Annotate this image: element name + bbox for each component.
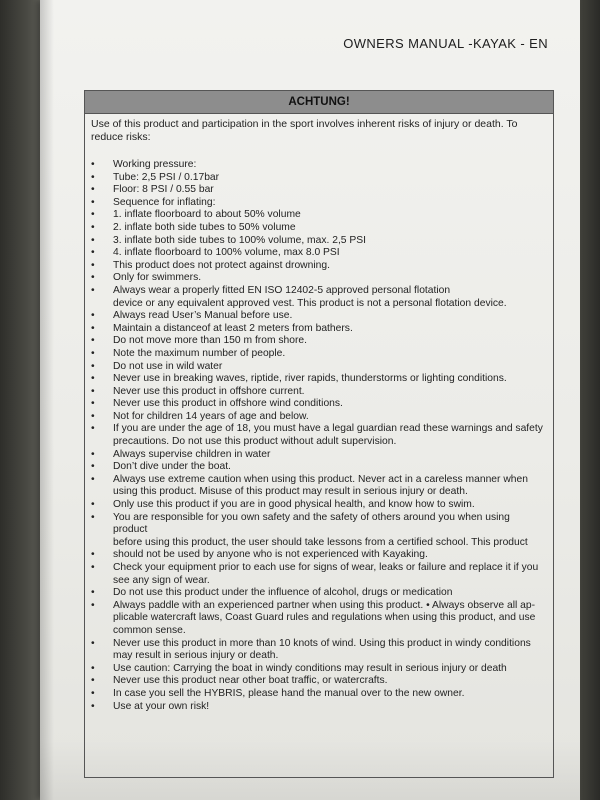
warning-item: • Always read User’s Manual before use.: [91, 310, 545, 323]
warning-item: • 2. inflate both side tubes to 50% volume: [91, 222, 545, 235]
warning-item-continuation: before using this product, the user should take lessons from a certified school. This product: [113, 536, 528, 548]
warning-intro: Use of this product and participation in the sport involves inherent risks of injury or death. To reduce risks:: [91, 118, 518, 143]
warning-item: • You are responsible for you own safety and the safety of others around you when using product: [91, 512, 545, 537]
warning-item: • Never use this product in more than 10 knots of wind. Using this product in windy conditions: [91, 638, 545, 651]
warning-item: • Use at your own risk!: [91, 701, 545, 714]
warning-item: • Always supervise children in water: [91, 449, 545, 462]
warning-item: • Only use this product if you are in good physical health, and know how to swim.: [91, 499, 545, 512]
warning-item: • Floor: 8 PSI / 0.55 bar: [91, 184, 545, 197]
warning-item-continuation: plicable watercraft laws, Coast Guard rules and regulations when using this product, and use: [113, 612, 536, 624]
warning-item: • 4. inflate floorboard to 100% volume, max 8.0 PSI: [91, 247, 545, 260]
warning-item: • Only for swimmers.: [91, 272, 545, 285]
warning-item-continuation: using this product. Misuse of this product may result in serious injury or death.: [113, 486, 468, 498]
warning-item: • Never use in breaking waves, riptide, river rapids, thunderstorms or lighting conditions.: [91, 373, 545, 386]
warning-box: [84, 90, 554, 778]
warning-item: • Use caution: Carrying the boat in windy conditions may result in serious injury or death: [91, 663, 545, 676]
warning-item: • Tube: 2,5 PSI / 0.17bar: [91, 172, 545, 185]
warning-item: • Do not move more than 150 m from shore.: [91, 335, 545, 348]
warning-title: ACHTUNG!: [85, 91, 553, 114]
warning-item: • Not for children 14 years of age and below.: [91, 411, 545, 424]
warning-item: • 3. inflate both side tubes to 100% volume, max. 2,5 PSI: [91, 235, 545, 248]
warning-item-continuation: precautions. Do not use this product without adult supervision.: [113, 436, 397, 448]
warning-list: [85, 159, 553, 713]
warning-item-continuation: see any sign of wear.: [113, 574, 210, 586]
warning-item: • Check your equipment prior to each use for signs of wear, leaks or failure and replace it if you: [91, 562, 545, 575]
warning-item: • If you are under the age of 18, you must have a legal guardian read these warnings and safety: [91, 423, 545, 436]
warning-item: • Working pressure:: [91, 159, 545, 172]
warning-item: • Do not use in wild water: [91, 361, 545, 374]
warning-item: • This product does not protect against drowning.: [91, 260, 545, 273]
warning-item: • Never use this product near other boat traffic, or watercrafts.: [91, 675, 545, 688]
warning-item-continuation: common sense.: [113, 624, 186, 636]
warning-item: • Do not use this product under the influence of alcohol, drugs or medication: [91, 587, 545, 600]
warning-item: • In case you sell the HYBRIS, please hand the manual over to the new owner.: [91, 688, 545, 701]
warning-item: • Note the maximum number of people.: [91, 348, 545, 361]
warning-item-continuation: may result in serious injury or death.: [113, 650, 279, 662]
warning-item-continuation: device or any equivalent approved vest. This product is not a personal flotation device.: [113, 297, 507, 309]
warning-item: • Always wear a properly fitted EN ISO 12402-5 approved personal flotation: [91, 285, 545, 298]
warning-item: • Never use this product in offshore wind conditions.: [91, 398, 545, 411]
warning-item: • Never use this product in offshore current.: [91, 386, 545, 399]
warning-item: • Maintain a distanceof at least 2 meters from bathers.: [91, 323, 545, 336]
warning-item: • Don’t dive under the boat.: [91, 461, 545, 474]
warning-item: • Always paddle with an experienced partner when using this product. • Always observe all ap-: [91, 600, 545, 613]
page-header: OWNERS MANUAL -KAYAK - EN: [343, 36, 548, 51]
warning-item: • should not be used by anyone who is not experienced with Kayaking.: [91, 549, 545, 562]
warning-item: • Always use extreme caution when using this product. Never act in a careless manner when: [91, 474, 545, 487]
warning-item: • Sequence for inflating:: [91, 197, 545, 210]
page-spine-shadow: [40, 0, 54, 800]
warning-item: • 1. inflate floorboard to about 50% volume: [91, 209, 545, 222]
